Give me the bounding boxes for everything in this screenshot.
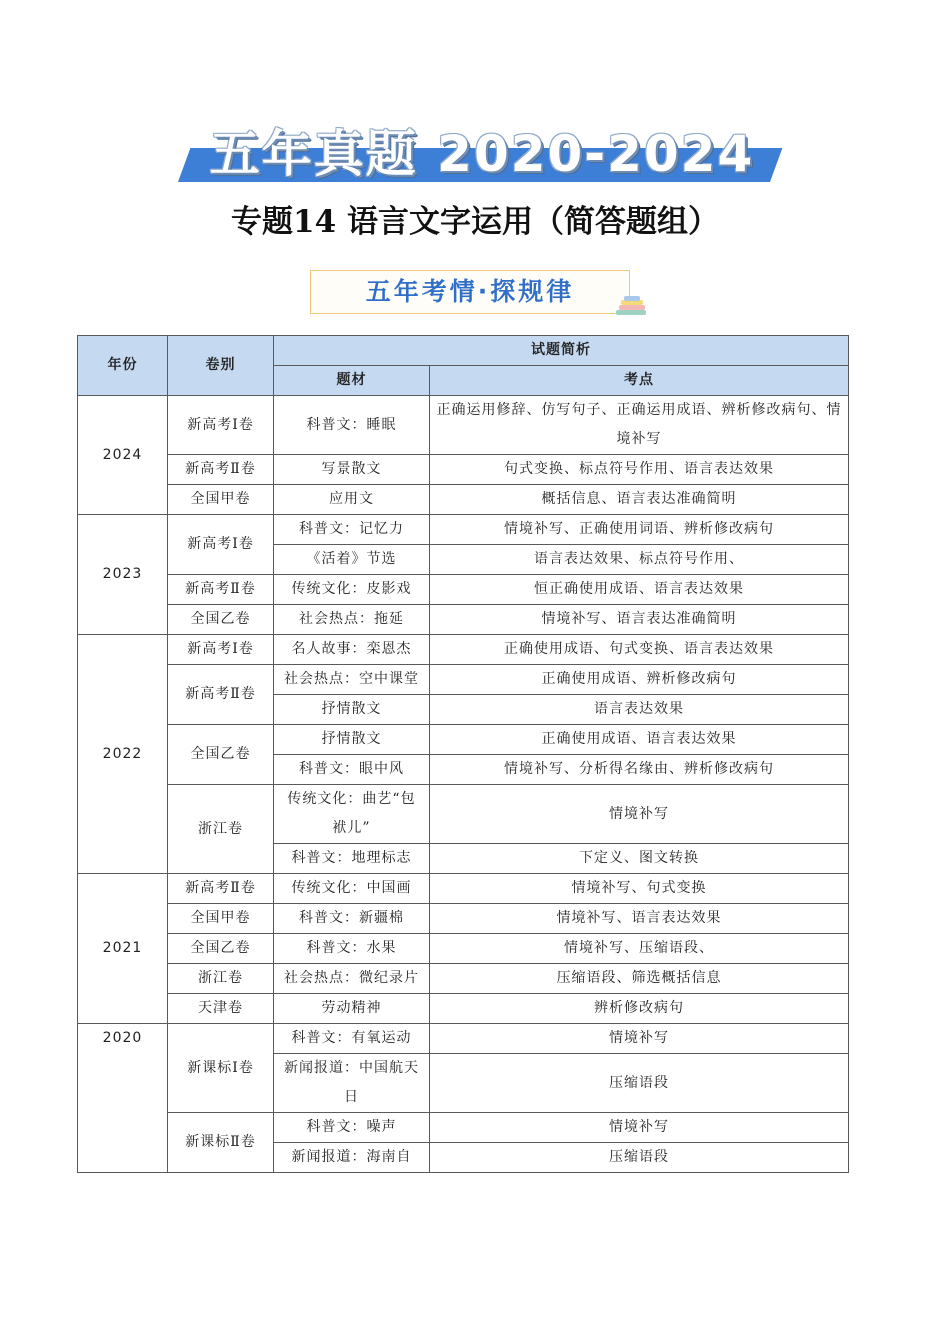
point-cell: 正确使用成语、语言表达效果 [430, 725, 849, 755]
point-cell: 压缩语段 [430, 1143, 849, 1173]
paper-cell: 新高考Ⅱ卷 [168, 455, 274, 485]
table-row [78, 635, 849, 665]
point-cell: 情境补写 [430, 1113, 849, 1143]
exam-table [77, 335, 849, 1173]
header-paper: 卷别 [168, 336, 274, 396]
point-cell: 情境补写、分析得名缘由、辨析修改病句 [430, 755, 849, 785]
section-tag-text: 五年考情·探规律 [365, 277, 575, 306]
table-row [78, 904, 849, 934]
topic-cell: 抒情散文 [274, 695, 430, 725]
paper-cell: 新高考Ⅰ卷 [168, 515, 274, 575]
topic-cell: 应用文 [274, 485, 430, 515]
point-cell: 压缩语段、筛选概括信息 [430, 964, 849, 994]
table-row [78, 605, 849, 635]
books-icon [616, 296, 650, 318]
point-cell: 正确使用成语、句式变换、语言表达效果 [430, 635, 849, 665]
year-cell: 2020 [78, 1024, 168, 1173]
topic-cell: 科普文：睡眠 [274, 396, 430, 455]
table-row [78, 874, 849, 904]
year-cell: 2024 [78, 396, 168, 515]
topic-cell: 传统文化：皮影戏 [274, 575, 430, 605]
point-cell: 正确运用修辞、仿写句子、正确运用成语、辨析修改病句、情境补写 [430, 396, 849, 455]
paper-cell: 新高考Ⅱ卷 [168, 575, 274, 605]
point-cell: 下定义、图文转换 [430, 844, 849, 874]
topic-cell: 科普文：记忆力 [274, 515, 430, 545]
paper-cell: 新课标Ⅱ卷 [168, 1113, 274, 1173]
topic-cell: 传统文化：中国画 [274, 874, 430, 904]
year-cell: 2023 [78, 515, 168, 635]
paper-cell: 浙江卷 [168, 964, 274, 994]
point-cell: 情境补写 [430, 785, 849, 844]
paper-cell: 全国乙卷 [168, 605, 274, 635]
topic-cell: 抒情散文 [274, 725, 430, 755]
topic-cell: 科普文：有氧运动 [274, 1024, 430, 1054]
table-body [78, 396, 849, 1173]
point-cell: 概括信息、语言表达准确简明 [430, 485, 849, 515]
table-row [78, 785, 849, 844]
point-cell: 情境补写、句式变换 [430, 874, 849, 904]
topic-cell: 科普文：眼中风 [274, 755, 430, 785]
paper-cell: 新高考Ⅰ卷 [168, 396, 274, 455]
paper-cell: 全国甲卷 [168, 904, 274, 934]
topic-cell: 名人故事：栾恩杰 [274, 635, 430, 665]
topic-cell: 新闻报道：海南自 [274, 1143, 430, 1173]
topic-cell: 劳动精神 [274, 994, 430, 1024]
point-cell: 压缩语段 [430, 1054, 849, 1113]
point-cell: 语言表达效果、标点符号作用、 [430, 545, 849, 575]
paper-cell: 新高考Ⅰ卷 [168, 635, 274, 665]
header-year: 年份 [78, 336, 168, 396]
header-analysis: 试题简析 [274, 336, 849, 366]
point-cell: 情境补写、正确使用词语、辨析修改病句 [430, 515, 849, 545]
table-row [78, 455, 849, 485]
topic-cell: 科普文：噪声 [274, 1113, 430, 1143]
table-row [78, 396, 849, 455]
paper-cell: 全国甲卷 [168, 485, 274, 515]
year-cell: 2022 [78, 635, 168, 874]
point-cell: 情境补写、压缩语段、 [430, 934, 849, 964]
header-point: 考点 [430, 366, 849, 396]
table-row [78, 575, 849, 605]
document-title: 专题14 语言文字运用（简答题组） [231, 204, 719, 240]
paper-cell: 浙江卷 [168, 785, 274, 874]
banner [178, 112, 770, 184]
topic-cell: 科普文：新疆棉 [274, 904, 430, 934]
point-cell: 情境补写、语言表达效果 [430, 904, 849, 934]
topic-cell: 科普文：水果 [274, 934, 430, 964]
topic-cell: 科普文：地理标志 [274, 844, 430, 874]
table-row [78, 1024, 849, 1054]
paper-cell: 全国乙卷 [168, 725, 274, 785]
topic-cell: 新闻报道：中国航天日 [274, 1054, 430, 1113]
point-cell: 语言表达效果 [430, 695, 849, 725]
point-cell: 恒正确使用成语、语言表达效果 [430, 575, 849, 605]
year-cell: 2021 [78, 874, 168, 1024]
table-row [78, 994, 849, 1024]
point-cell: 正确使用成语、辨析修改病句 [430, 665, 849, 695]
paper-cell: 新高考Ⅱ卷 [168, 874, 274, 904]
paper-cell: 新课标Ⅰ卷 [168, 1024, 274, 1113]
topic-cell: 社会热点：空中课堂 [274, 665, 430, 695]
table-row [78, 515, 849, 545]
point-cell: 情境补写、语言表达准确简明 [430, 605, 849, 635]
paper-cell: 天津卷 [168, 994, 274, 1024]
point-cell: 辨析修改病句 [430, 994, 849, 1024]
paper-cell: 全国乙卷 [168, 934, 274, 964]
topic-cell: 写景散文 [274, 455, 430, 485]
table-row [78, 665, 849, 695]
point-cell: 句式变换、标点符号作用、语言表达效果 [430, 455, 849, 485]
point-cell: 情境补写 [430, 1024, 849, 1054]
table-header-row [78, 336, 849, 366]
header-topic: 题材 [274, 366, 430, 396]
topic-cell: 传统文化：曲艺“包袱儿” [274, 785, 430, 844]
banner-text: 五年真题 2020-2024 [209, 125, 755, 183]
section-tag [310, 270, 630, 314]
table-row [78, 725, 849, 755]
paper-cell: 新高考Ⅱ卷 [168, 665, 274, 725]
table-row [78, 934, 849, 964]
table-row [78, 964, 849, 994]
topic-cell: 《活着》节选 [274, 545, 430, 575]
table-row [78, 485, 849, 515]
topic-cell: 社会热点：微纪录片 [274, 964, 430, 994]
topic-cell: 社会热点：拖延 [274, 605, 430, 635]
table-row [78, 1113, 849, 1143]
